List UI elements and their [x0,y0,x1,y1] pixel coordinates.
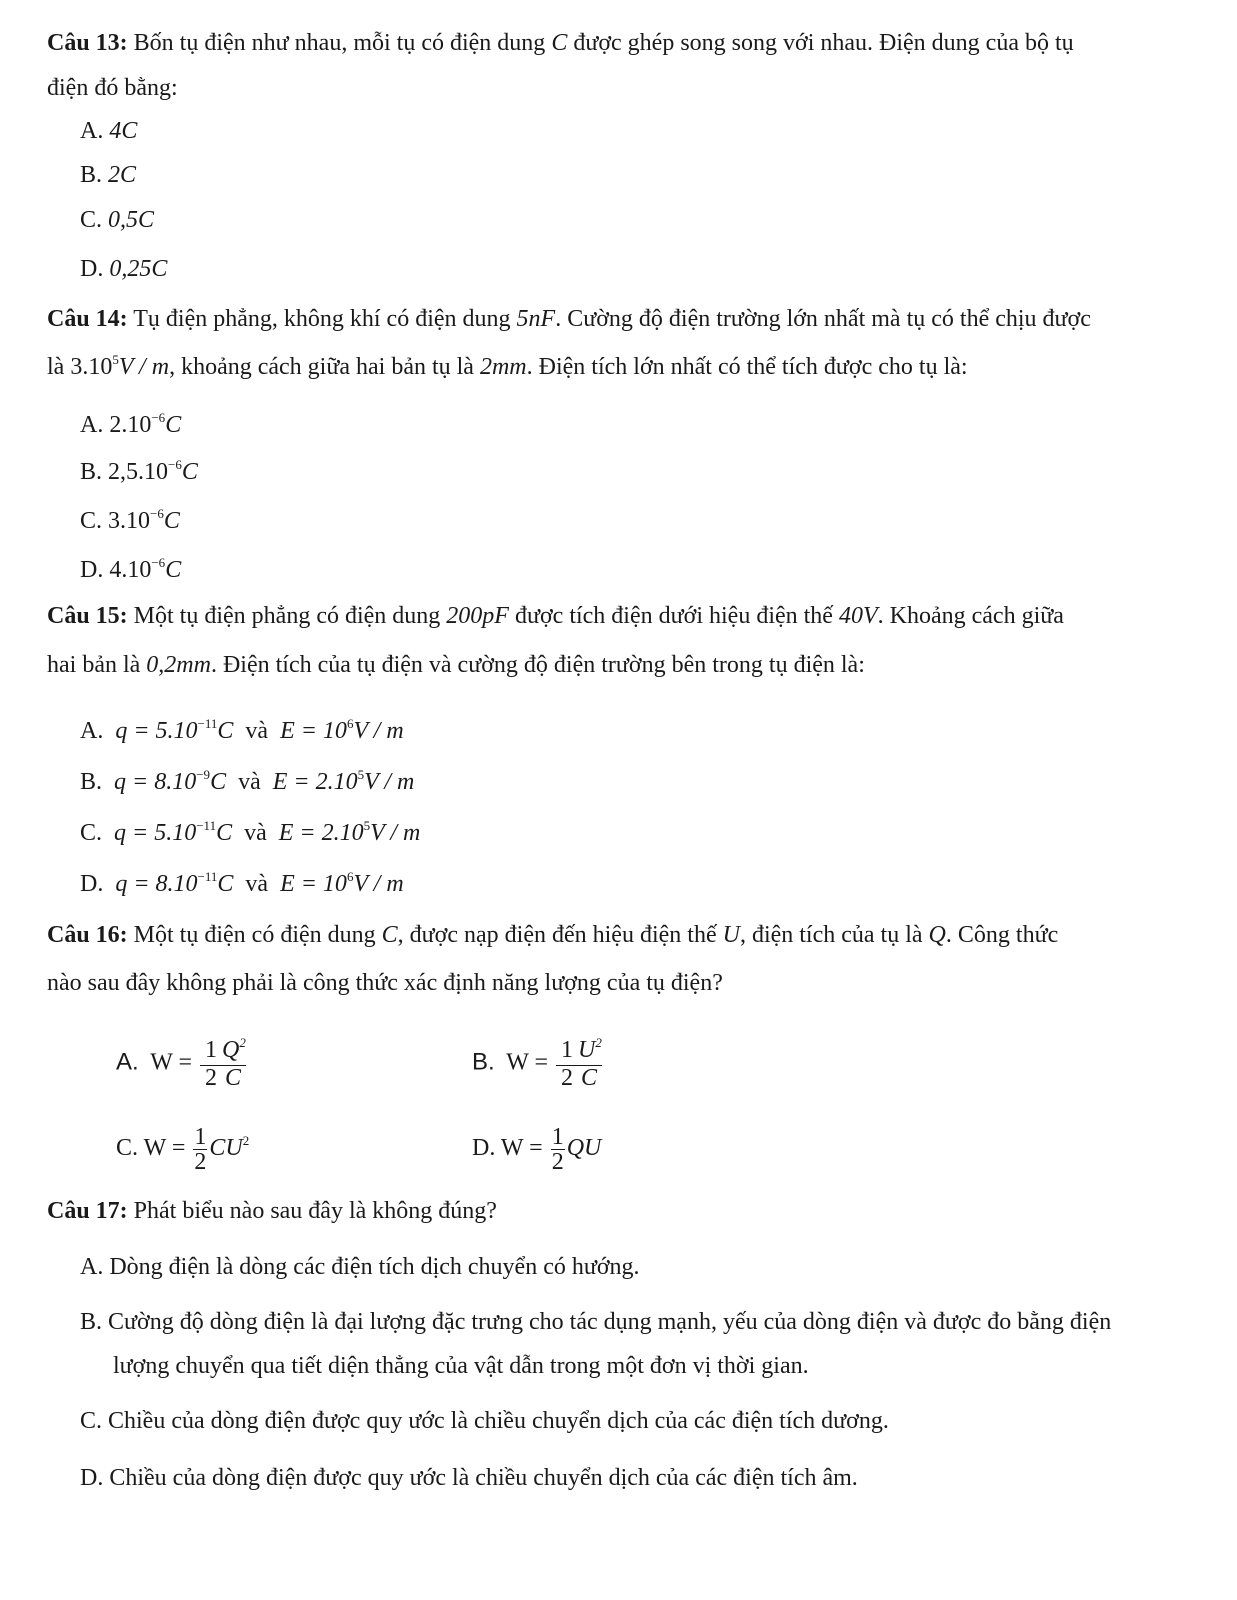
q16-option-c: C. W = $\frac{1}{2}$ $CU^2$ [116,1124,250,1175]
q13-label: Câu 13: [47,30,128,56]
q14-option-b: B. $2,5.10^{-6}C$ [80,457,198,485]
q17-label: Câu 17: [47,1198,128,1224]
q16-option-a-fraction: $\frac{1 Q^2}{2 C}$ [200,1038,246,1090]
q15-label: Câu 15: [47,603,128,629]
q14-label: Câu 14: [47,306,128,332]
q14-stem-line1: Câu 14: Tụ điện phẳng, không khí có điện dung 5nF. Cường độ điện trường lớn nhất mà tụ có thể chịu được [47,306,1091,332]
q13-stem-line2: điện đó bằng: [47,75,178,101]
q17-option-b-line2: lượng chuyển qua tiết diện thẳng của vật dẫn trong một đơn vị thời gian. [113,1353,809,1379]
q13-option-b: B. 2C [80,162,137,188]
q16-option-d: D. W = $\frac{1}{2}$ QU [472,1124,602,1175]
q13-option-d: D. 0,25C [80,256,168,282]
q17-stem: Câu 17: Phát biểu nào sau đây là không đúng? [47,1198,497,1224]
q15-stem-line1: Câu 15: Một tụ điện phẳng có điện dung 200pF được tích điện dưới hiệu điện thế 40V. Khoảng cách giữa [47,603,1064,629]
q14-option-c: C. $3.10^{-6}C$ [80,506,180,534]
q16-stem-line2: nào sau đây không phải là công thức xác định năng lượng của tụ điện? [47,970,723,996]
q17-option-d: D. Chiều của dòng điện được quy ước là chiều chuyển dịch của các điện tích âm. [80,1465,858,1491]
q15-option-b: B. $q = 8.10^{-9}C$ và $E = 2.10^5V / m$ [80,767,415,795]
q17-option-c: C. Chiều của dòng điện được quy ước là chiều chuyển dịch của các điện tích dương. [80,1408,889,1434]
q15-option-c: C. $q = 5.10^{-11}C$ và $E = 2.10^5V / m$ [80,818,421,846]
q13-option-c: C. 0,5C [80,207,155,233]
q13-option-a: A. 4C [80,118,138,144]
q16-option-d-fraction: $\frac{1}{2}$ [551,1124,564,1175]
q15-stem-line2: hai bản là 0,2mm. Điện tích của tụ điện và cường độ điện trường bên trong tụ điện là: [47,652,865,678]
q16-option-c-fraction: $\frac{1}{2}$ [194,1124,207,1175]
q15-option-d: D. $q = 8.10^{-11}C$ và $E = 10^6V / m$ [80,869,404,897]
q15-option-a: A. $q = 5.10^{-11}C$ và $E = 10^6V / m$ [80,716,404,744]
q16-stem-line1: Câu 16: Một tụ điện có điện dung C, được nạp điện đến hiệu điện thế U, điện tích của tụ là Q. Công thức [47,922,1059,948]
q14-stem-line2: là 3.10$^5$V / m, khoảng cách giữa hai bản tụ là 2mm. Điện tích lớn nhất có thể tích được cho tụ là: [47,352,968,380]
q16-option-b-fraction: $\frac{1 U^2}{2 C}$ [556,1038,602,1090]
q14-option-d: D. $4.10^{-6}C$ [80,555,182,583]
q17-option-a: A. Dòng điện là dòng các điện tích dịch chuyển có hướng. [80,1254,640,1280]
q17-option-b-line1: B. Cường độ dòng điện là đại lượng đặc trưng cho tác dụng mạnh, yếu của dòng điện và được đo bằng điện [80,1309,1112,1335]
q16-option-b: B. W = $\frac{1 U^2}{2 C}$ [472,1035,602,1091]
q13-stem-line1: Câu 13: Bốn tụ điện như nhau, mỗi tụ có điện dung C được ghép song song với nhau. Điện dung của bộ tụ [47,30,1074,56]
q16-option-a: A. W = $\frac{1 Q^2}{2 C}$ [116,1035,246,1091]
q14-option-a: A. $2.10^{-6}C$ [80,410,182,438]
q16-label: Câu 16: [47,922,128,948]
